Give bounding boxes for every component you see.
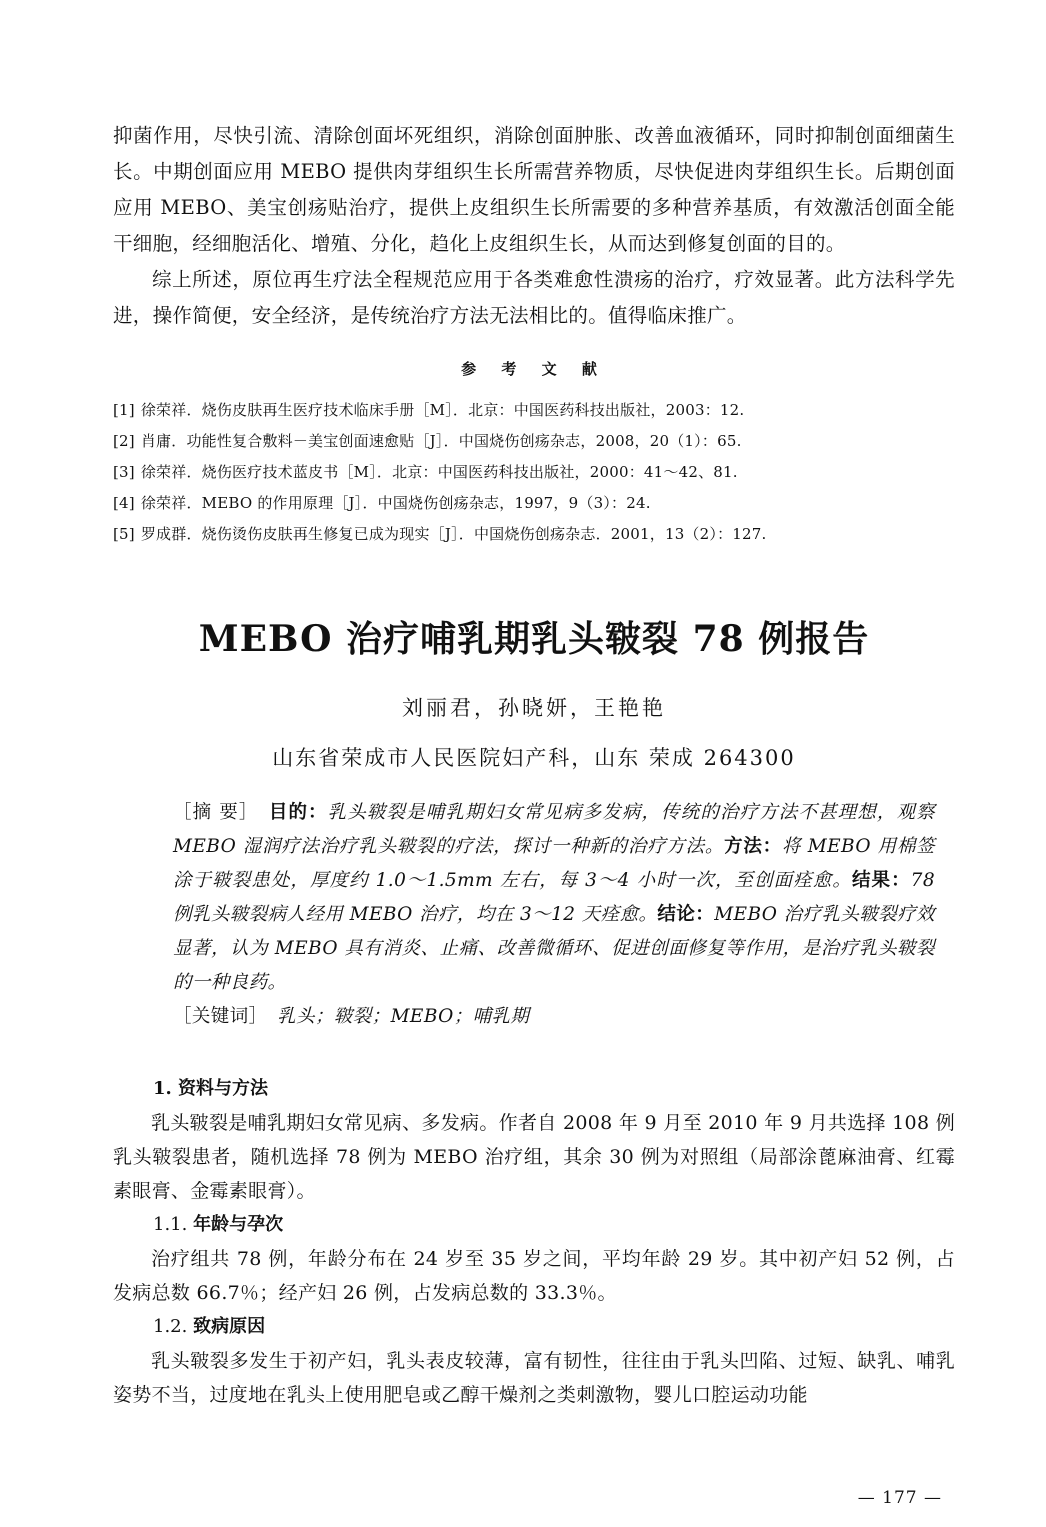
section-1-1-paragraph: 治疗组共 78 例，年龄分布在 24 岁至 35 岁之间，平均年龄 29 岁。其中初产妇 52 例，占发病总数 66.7％；经产妇 26 例，占发病总数的 33.3％。 — [113, 1248, 955, 1304]
reference-text: 肖庸．功能性复合敷料－美宝创面速愈贴［J］．中国烧伤创疡杂志，2008，20（1）：65. — [140, 432, 742, 450]
results-label: 结果： — [851, 870, 911, 891]
reference-item — [113, 519, 955, 550]
article-title: MEBO 治疗哺乳期乳头皲裂 78 例报告 — [198, 618, 870, 660]
reference-number: [5] — [113, 525, 135, 543]
page-number: — 177 — — [857, 1488, 942, 1508]
reference-number: [3] — [113, 463, 135, 481]
section-title: 致病原因 — [193, 1316, 266, 1337]
reference-text: 徐荣祥．烧伤医疗技术蓝皮书［M］．北京：中国医药科技出版社，2000：41～42、81. — [140, 463, 738, 481]
reference-text: 徐荣祥．烧伤皮肤再生医疗技术临床手册［M］．北京：中国医药科技出版社，2003：12. — [140, 401, 745, 419]
reference-list — [113, 395, 955, 550]
reference-item — [113, 488, 955, 519]
section-heading-1-1 — [153, 1208, 955, 1242]
reference-number: [4] — [113, 494, 135, 512]
continuation-paragraph-1: 抑菌作用，尽快引流、清除创面坏死组织，消除创面肿胀、改善血液循环，同时抑制创面细菌生长。中期创面应用 MEBO 提供肉芽组织生长所需营养物质，尽快促进肉芽组织生长。后期创面应用 MEBO、美宝创疡贴治疗，提供上皮组织生长所需要的多种营养基质，有效激活创面全能干细胞，经细胞活化、增殖、分化，趋化上皮组织生长，从而达到修复创面的目的。 — [113, 124, 955, 255]
section-heading-1: 1. 资料与方法 — [153, 1078, 269, 1099]
section-1-2-paragraph: 乳头皲裂多发生于初产妇，乳头表皮较薄，富有韧性，往往由于乳头凹陷、过短、缺乳、哺乳姿势不当，过度地在乳头上使用肥皂或乙醇干燥剂之类刺激物，婴儿口腔运动功能 — [113, 1350, 955, 1406]
article-authors: 刘丽君，孙晓妍，王艳艳 — [402, 696, 666, 720]
references-heading: 参 考 文 献 — [461, 360, 607, 378]
conclusion-label: 结论： — [657, 904, 715, 925]
reference-number: [1] — [113, 401, 135, 419]
objective-text: 乳头皲裂是哺乳期妇女常见病多发病，传统的治疗方法不甚理想，观察 MEBO 湿润疗法治疗乳头皲裂的疗法，探讨一种新的治疗方法。 — [173, 802, 935, 857]
abstract-label: ［摘 要］ — [173, 802, 250, 823]
section-title: 年龄与孕次 — [193, 1214, 284, 1235]
keywords-label: ［关键词］ — [173, 1006, 259, 1027]
keywords-text: 乳头；皲裂；MEBO；哺乳期 — [277, 1006, 530, 1027]
continuation-paragraph-2: 综上所述，原位再生疗法全程规范应用于各类难愈性溃疡的治疗，疗效显著。此方法科学先进，操作简便，安全经济，是传统治疗方法无法相比的。值得临床推广。 — [113, 268, 955, 327]
section-1-paragraph: 乳头皲裂是哺乳期妇女常见病、多发病。作者自 2008 年 9 月至 2010 年 9 月共选择 108 例乳头皲裂患者，随机选择 78 例为 MEBO 治疗组，其余 30 例为对照组（局部涂蓖麻油膏、红霉素眼膏、金霉素眼膏）。 — [113, 1112, 955, 1202]
section-heading-1-2 — [153, 1310, 955, 1344]
reference-number: [2] — [113, 432, 135, 450]
reference-item — [113, 426, 955, 457]
reference-text: 罗成群．烧伤烫伤皮肤再生修复已成为现实［J］．中国烧伤创疡杂志．2001，13（2）：127. — [140, 525, 767, 543]
methods-label: 方法： — [724, 836, 782, 857]
keywords-line — [173, 1000, 935, 1034]
section-number: 1.2. — [153, 1316, 188, 1337]
abstract-paragraph — [173, 796, 935, 1000]
objective-label: 目的： — [268, 802, 328, 823]
results-text: 78 例乳头皲裂病人经用 MEBO 治疗，均在 3～12 天痊愈。 — [173, 870, 935, 925]
reference-item — [113, 395, 955, 426]
reference-item — [113, 457, 955, 488]
abstract-block — [173, 796, 935, 1034]
section-number: 1.1. — [153, 1214, 188, 1235]
methods-text: 将 MEBO 用棉签涂于皲裂患处，厚度约 1.0～1.5mm 左右，每 3～4 小时一次，至创面痊愈。 — [173, 836, 935, 891]
reference-text: 徐荣祥．MEBO 的作用原理［J］．中国烧伤创疡杂志，1997，9（3）：24. — [140, 494, 651, 512]
conclusion-text: MEBO 治疗乳头皲裂疗效显著，认为 MEBO 具有消炎、止痛、改善微循环、促进创面修复等作用，是治疗乳头皲裂的一种良药。 — [173, 904, 936, 993]
article-affiliation: 山东省荣成市人民医院妇产科，山东 荣成 264300 — [272, 746, 796, 770]
page-content — [113, 118, 955, 1412]
